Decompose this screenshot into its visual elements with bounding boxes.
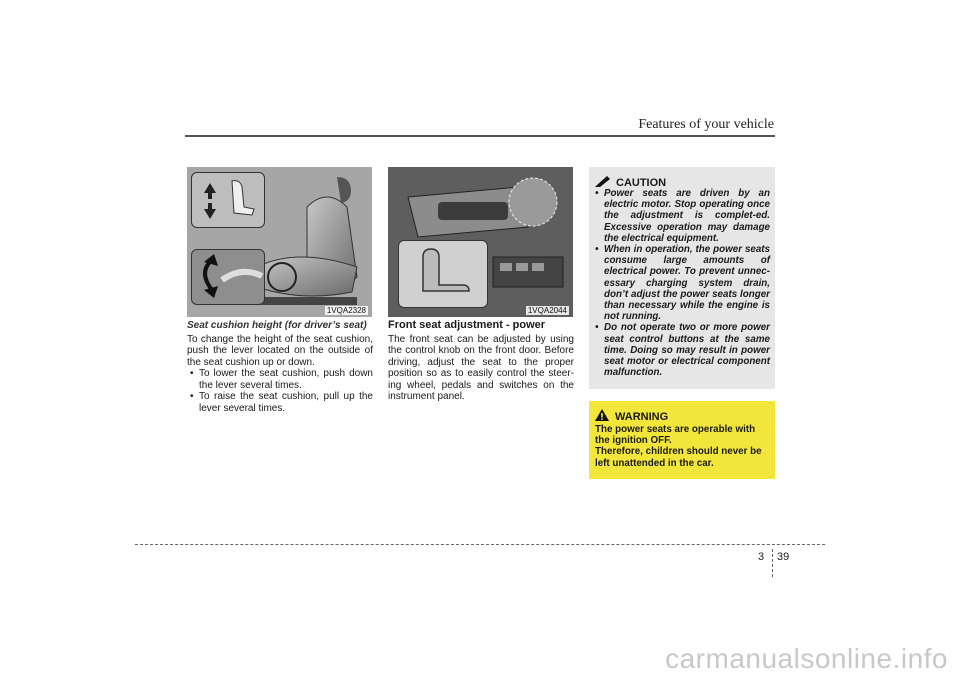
list-item: • Do not operate two or more power seat control buttons at the same time. Doing so may result in power seat motor or electrical component malfunction.	[592, 322, 770, 378]
figure-seat-cushion-height	[187, 167, 372, 317]
page-number: 39	[777, 551, 790, 563]
left-column	[187, 320, 373, 414]
chapter-number: 3	[758, 551, 765, 563]
figure-code: 1VQA2328	[326, 306, 366, 315]
caution-box	[589, 167, 775, 389]
warning-line: Therefore, children should never be left unattended in the car.	[595, 446, 762, 469]
section-subheading: Seat cushion height (for driver’s seat)	[187, 320, 367, 331]
list-item: • Power seats are driven by an electric motor. Stop operating once the adjustment is complet-ed. Excessive operation may damage the electrical equipment.	[592, 188, 770, 244]
warning-body	[595, 424, 771, 469]
watermark: carmanualsonline.info	[665, 643, 948, 674]
body-paragraph: The front seat can be adjusted by using the control knob on the front door. Before driving, adjust the seat to the proper position so as to easily control the steer-ing wheel, pedals and switches on the instrument panel.	[388, 333, 574, 402]
list-item: • To lower the seat cushion, push down the lever several times.	[187, 368, 373, 391]
intro-paragraph: To change the height of the seat cushion, push the lever located on the outside of the seat cushion up or down.	[187, 333, 373, 368]
section-heading: Front seat adjustment - power	[388, 319, 546, 331]
footer-rule	[135, 544, 825, 545]
caution-list	[592, 188, 770, 378]
warning-box	[589, 401, 775, 479]
list-item: • To raise the seat cushion, pull up the lever several times.	[187, 391, 373, 414]
figure-code: 1VQA2044	[527, 306, 567, 315]
lever-rotate-arrows-icon	[192, 250, 264, 304]
up-down-arrows-icon	[192, 173, 264, 227]
bullet-list	[187, 368, 373, 414]
page-separator	[772, 549, 773, 577]
warning-title: WARNING	[615, 411, 669, 423]
middle-column	[388, 320, 574, 403]
warning-line: The power seats are operable with the ignition OFF.	[595, 424, 756, 447]
seat-switch-inset	[398, 240, 488, 308]
header-rule	[185, 135, 775, 137]
list-item: • When in operation, the power seats consume large amounts of electrical power. To prevent unnec-essary charging system drain, don’t adjust the power seats longer than necessary while the engine is not running.	[592, 244, 770, 322]
seat-switch-icon	[399, 241, 487, 307]
figure-power-seat-controls	[388, 167, 573, 317]
page-header-title: Features of your vehicle	[638, 117, 774, 132]
lever-inset	[191, 249, 265, 305]
caution-title: CAUTION	[616, 177, 667, 189]
height-arrows-inset	[191, 172, 265, 228]
